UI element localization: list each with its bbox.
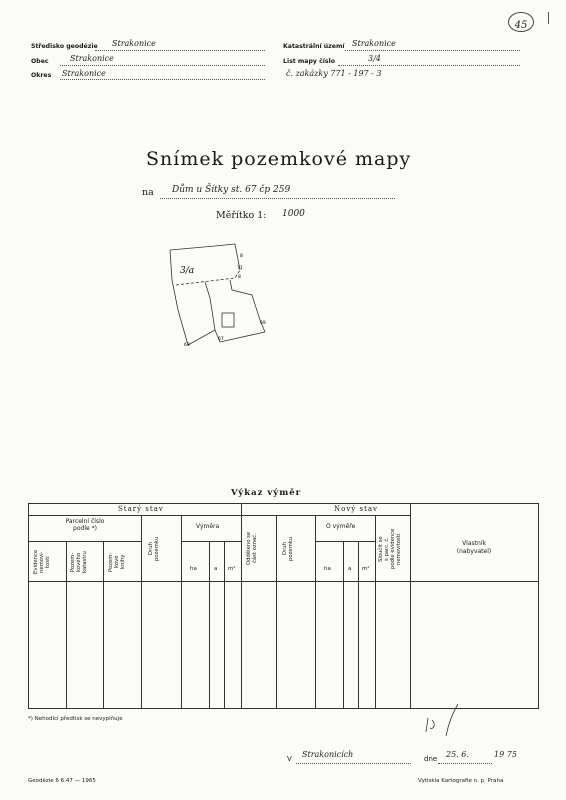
druh-pozemku2-header: Druh pozemku [282,536,294,562]
okres-line [60,79,265,80]
footer-right: Vytiskla Kartografie n. p. Praha [418,778,504,784]
map-label-67: 67 [218,337,224,342]
zakazka-value: č. zakázky 771 - 197 - 3 [286,69,382,78]
slouceni-header: Sloučit se s parc. č. podle evidence nemovitostí [378,528,402,570]
year-value: 19 75 [494,750,517,759]
stredisko-value: Strakonice [112,39,156,48]
stamp-number: 45 [514,20,528,31]
a2-header: a [348,566,352,572]
v-value: Strakonicích [302,750,354,759]
ha-header: ha [190,566,197,572]
map-label-71: 71 [237,266,243,271]
na-value: Dům u Šítky st. 67 čp 259 [172,185,291,195]
pozemkove-knihy-header: Pozem- kové knihy [108,552,126,572]
stamp [508,12,534,32]
evidence-header: Evidence nemovi- tostí [33,549,51,575]
a-header: a [214,566,218,572]
obec-value: Strakonice [70,54,114,63]
katastralni-label: Katastrální území [283,43,345,50]
corner-mark [548,12,549,24]
vymera-header: Výměra [196,523,220,530]
okres-label: Okres [31,72,52,79]
meritko-label: Měřítko 1: [216,210,267,221]
footer-left: Geodézie 6 6.47 — 1965 [28,778,96,784]
stredisko-label: Středisko geodézie [31,43,98,50]
oddeleno-header: Odděleno se část označ. [246,531,258,565]
signature-mark [420,700,470,740]
obec-line [60,65,265,66]
parcelni-cislo-header: Parcelní číslo podle *) [65,518,105,532]
dne-line [438,763,492,764]
pozemkoveho-header: Pozem- kového katastru [70,551,88,573]
page-title: Snímek pozemkové mapy [146,148,412,170]
druh-pozemku-header: Druh pozemku [148,536,160,562]
v-line [296,763,411,764]
meritko-value: 1000 [282,209,305,219]
v-label: V [287,755,292,763]
map-label-3a: 3/a [180,266,195,276]
novy-stav-header: Nový stav [334,505,379,513]
m2-header: m² [228,566,236,572]
stredisko-line [95,50,265,51]
map-label-63: 63 [184,343,190,348]
list-label: List mapy číslo [283,58,335,65]
m22-header: m² [362,566,370,572]
map-label-8a: 8 [238,275,241,280]
list-value: 3/4 [368,54,381,63]
ha2-header: ha [324,566,331,572]
dne-label: dne [424,755,438,763]
list-line [338,65,520,66]
o-vymere-header: O výměře [326,523,356,530]
stary-stav-header: Starý stav [118,505,164,513]
na-label: na [142,187,154,198]
katastralni-line [345,50,520,51]
table-title: Výkaz výměr [231,488,302,498]
katastralni-value: Strakonice [352,39,396,48]
dne-value: 25. 6. [446,750,469,759]
na-line [160,198,395,199]
obec-label: Obec [31,58,49,65]
vlastnik-header: Vlastník (nabyvatel) [456,540,492,555]
okres-value: Strakonice [62,69,106,78]
map-label-8b: 8 [240,254,243,259]
map-sketch [160,240,280,360]
map-label-69: 69 [260,321,266,326]
footnote: *) Nehodící předtisk se nevyplňuje [28,716,123,722]
